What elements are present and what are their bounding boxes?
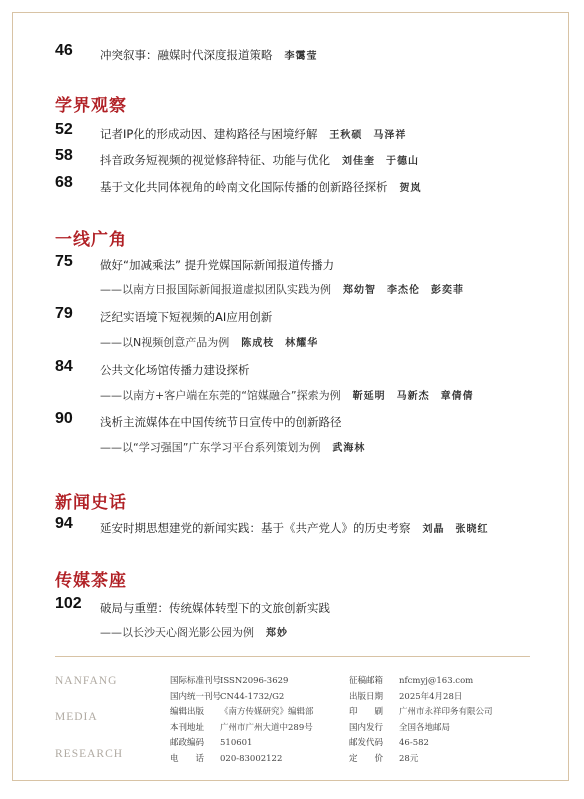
page-number: 52 bbox=[55, 121, 73, 138]
article-authors: 贺岚 bbox=[399, 183, 422, 194]
info-label: 国内发行 bbox=[349, 722, 384, 733]
article-authors: 武海林 bbox=[332, 443, 366, 454]
info-row bbox=[170, 701, 314, 717]
toc-entry[interactable] bbox=[100, 149, 419, 168]
info-row bbox=[170, 717, 314, 733]
page-number: 79 bbox=[55, 305, 73, 322]
section-heading: 新闻史话 bbox=[55, 493, 127, 513]
info-label: 编辑出版 bbox=[170, 707, 205, 717]
toc-entry[interactable] bbox=[100, 411, 342, 430]
toc-entry[interactable] bbox=[100, 123, 406, 142]
page-number: 75 bbox=[55, 253, 73, 270]
info-value: CN44-1732/G2 bbox=[220, 691, 285, 702]
info-value: 全国各地邮局 bbox=[399, 722, 451, 733]
info-value: 510601 bbox=[220, 738, 253, 748]
info-value: 2025年4月28日 bbox=[399, 691, 463, 702]
info-label: 国内统一刊号 bbox=[170, 691, 222, 702]
toc-entry[interactable] bbox=[100, 517, 489, 536]
article-title: 延安时期思想建党的新闻实践：基于《共产党人》的历史考察 bbox=[100, 521, 411, 535]
info-label: 征稿邮箱 bbox=[349, 676, 384, 686]
toc-entry[interactable] bbox=[100, 254, 334, 273]
article-subtitle: ——以“学习强国”广东学习平台系列策划为例 bbox=[100, 441, 321, 454]
info-label: 出版日期 bbox=[349, 691, 384, 702]
info-value: 46-582 bbox=[399, 738, 429, 748]
toc-entry[interactable] bbox=[100, 306, 272, 325]
page-number: 68 bbox=[55, 174, 73, 191]
footer-divider bbox=[55, 656, 530, 657]
info-value: 广州市广州大道中289号 bbox=[220, 722, 313, 733]
article-title: 冲突叙事：融媒时代深度报道策略 bbox=[100, 48, 273, 62]
article-title: 破局与重塑：传统媒体转型下的文旅创新实践 bbox=[100, 601, 330, 615]
section-heading: 一线广角 bbox=[55, 230, 127, 250]
brand-line-2: MEDIA bbox=[55, 711, 98, 723]
info-label: 邮发代码 bbox=[349, 738, 384, 748]
info-row bbox=[349, 701, 493, 717]
info-value: 28元 bbox=[399, 753, 419, 764]
publication-info-right bbox=[349, 670, 493, 763]
article-title: 做好“加减乘法” 提升党媒国际新闻报道传播力 bbox=[100, 258, 335, 272]
info-value: nfcmyj@163.com bbox=[399, 676, 474, 686]
article-authors: 靳延明 马新杰 章倩倩 bbox=[352, 391, 474, 402]
article-subtitle: ——以南方日报国际新闻报道虚拟团队实践为例 bbox=[100, 283, 331, 296]
page-number: 102 bbox=[55, 595, 82, 612]
article-title: 泛纪实语境下短视频的AI应用创新 bbox=[100, 310, 273, 324]
article-title: 公共文化场馆传播力建设探析 bbox=[100, 363, 250, 377]
article-authors: 李霭莹 bbox=[284, 51, 318, 62]
toc-entry-subtitle[interactable] bbox=[100, 436, 365, 455]
info-row bbox=[349, 748, 493, 764]
article-authors: 陈成枝 林耀华 bbox=[241, 338, 319, 349]
info-row bbox=[170, 686, 314, 702]
publication-info-left bbox=[170, 670, 314, 763]
info-label: 定 价 bbox=[349, 753, 384, 764]
toc-entry-subtitle[interactable] bbox=[100, 384, 474, 403]
info-row bbox=[170, 732, 314, 748]
article-authors: 郑幼智 李杰伦 彭奕菲 bbox=[343, 285, 464, 296]
toc-entry-subtitle[interactable] bbox=[100, 331, 318, 350]
article-subtitle: ——以N视频创意产品为例 bbox=[100, 336, 230, 349]
info-row bbox=[170, 670, 314, 686]
info-label: 邮政编码 bbox=[170, 738, 205, 748]
toc-entry[interactable] bbox=[100, 597, 330, 616]
article-authors: 刘佳奎 于德山 bbox=[342, 156, 419, 167]
info-value: 《南方传媒研究》编辑部 bbox=[220, 707, 314, 717]
info-value: ISSN2096-3629 bbox=[220, 676, 289, 686]
info-row bbox=[349, 670, 493, 686]
brand-line-3: RESEARCH bbox=[55, 748, 124, 760]
article-title: 抖音政务短视频的视觉修辞特征、功能与优化 bbox=[100, 153, 330, 167]
info-label: 国际标准刊号 bbox=[170, 676, 222, 686]
page-number: 94 bbox=[55, 515, 73, 532]
info-label: 印 刷 bbox=[349, 707, 384, 717]
section-heading: 学界观察 bbox=[55, 96, 127, 116]
section-heading: 传媒茶座 bbox=[55, 571, 127, 591]
article-authors: 王秋硕 马泽祥 bbox=[329, 130, 407, 141]
article-subtitle: ——以长沙天心阁光影公园为例 bbox=[100, 626, 254, 639]
article-subtitle: ——以南方+客户端在东莞的“馆媒融合”探索为例 bbox=[100, 389, 341, 402]
article-title: 浅析主流媒体在中国传统节日宣传中的创新路径 bbox=[100, 415, 342, 429]
page-number: 90 bbox=[55, 410, 73, 427]
article-authors: 郑妙 bbox=[266, 628, 288, 639]
toc-entry[interactable] bbox=[100, 176, 422, 195]
toc-entry[interactable] bbox=[100, 359, 250, 378]
article-authors: 刘晶 张晓红 bbox=[422, 524, 489, 535]
article-title: 基于文化共同体视角的岭南文化国际传播的创新路径探析 bbox=[100, 180, 388, 194]
info-label: 本刊地址 bbox=[170, 722, 205, 733]
brand-line-1: NANFANG bbox=[55, 675, 118, 687]
info-row bbox=[170, 748, 314, 764]
info-row bbox=[349, 686, 493, 702]
page-number: 46 bbox=[55, 42, 73, 59]
toc-entry-subtitle[interactable] bbox=[100, 278, 464, 297]
page-number: 58 bbox=[55, 147, 73, 164]
toc-entry-subtitle[interactable] bbox=[100, 621, 288, 640]
info-label: 电 话 bbox=[170, 753, 205, 764]
article-title: 记者IP化的形成动因、建构路径与困境纾解 bbox=[100, 127, 318, 141]
info-row bbox=[349, 717, 493, 733]
toc-entry[interactable] bbox=[100, 44, 318, 63]
info-value: 广州市永祥印务有限公司 bbox=[399, 707, 493, 717]
info-value: 020-83002122 bbox=[220, 753, 283, 764]
info-row bbox=[349, 732, 493, 748]
page-number: 84 bbox=[55, 358, 73, 375]
